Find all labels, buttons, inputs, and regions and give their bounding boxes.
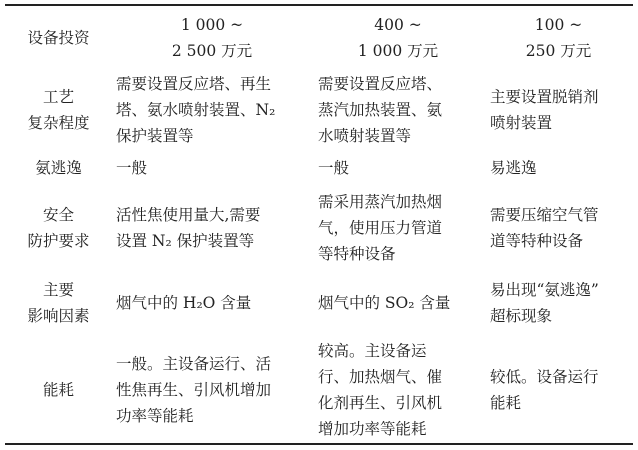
- cell-line: 复杂程度: [27, 114, 90, 132]
- cell-line: 较低。设备运行: [490, 368, 599, 386]
- comparison-table: [5, 6, 633, 444]
- cell-line: 塔、氨水喷射装置、N₂: [116, 101, 276, 119]
- cell-line: 安全: [42, 206, 74, 224]
- cell-line: 气，使用压力管道: [318, 219, 443, 237]
- table-cell: [312, 186, 484, 270]
- cell-line: 需要设置反应塔、: [318, 75, 443, 93]
- row-label: [5, 150, 112, 186]
- cell-line: 能耗: [490, 394, 522, 412]
- cell-line: 需要压缩空气管: [490, 206, 599, 224]
- table-cell: [112, 270, 312, 336]
- table-cell: [312, 336, 484, 444]
- table-cell: [112, 6, 312, 70]
- table-cell: [312, 150, 484, 186]
- cell-line: 能耗: [42, 381, 74, 399]
- table-cell: [112, 150, 312, 186]
- cell-line: 易出现“氨逃逸”: [490, 281, 599, 299]
- cell-line: 设备投资: [27, 29, 90, 47]
- cell-line: 设置 N₂ 保护装置等: [116, 232, 255, 250]
- table-cell: [484, 70, 633, 150]
- cell-line: 一般: [318, 159, 350, 177]
- bottom-rule: [5, 443, 633, 445]
- cell-line: 水喷射装置等: [318, 127, 412, 145]
- cell-line: 400 ~: [374, 16, 422, 34]
- cell-line: 需要设置反应塔、再生: [116, 75, 272, 93]
- cell-line: 主要: [42, 281, 74, 299]
- table-row: [5, 270, 633, 336]
- table-cell: [112, 336, 312, 444]
- row-label: [5, 6, 112, 70]
- cell-line: 道等特种设备: [490, 232, 584, 250]
- cell-line: 一般。主设备运行、活: [116, 355, 272, 373]
- cell-line: 1 000 万元: [357, 42, 439, 60]
- cell-line: 1 000 ~: [180, 16, 244, 34]
- cell-line: 较高。主设备运: [318, 342, 427, 360]
- table-cell: [484, 6, 633, 70]
- cell-line: 工艺: [42, 88, 74, 106]
- row-label: [5, 70, 112, 150]
- cell-line: 影响因素: [27, 307, 90, 325]
- table-cell: [112, 186, 312, 270]
- cell-line: 蒸汽加热装置、氨: [318, 101, 443, 119]
- cell-line: 超标现象: [490, 307, 553, 325]
- cell-line: 喷射装置: [490, 114, 553, 132]
- table-cell: [312, 70, 484, 150]
- cell-line: 一般: [116, 159, 148, 177]
- cell-line: 保护装置等: [116, 127, 194, 145]
- cell-line: 100 ~: [534, 16, 583, 34]
- table-row: [5, 186, 633, 270]
- row-label: [5, 336, 112, 444]
- cell-line: 化剂再生、引风机: [318, 394, 443, 412]
- cell-line: 增加功率等能耗: [318, 420, 427, 438]
- table-row: [5, 6, 633, 70]
- cell-line: 等特种设备: [318, 245, 396, 263]
- cell-line: 烟气中的 SO₂ 含量: [318, 294, 451, 312]
- table-cell: [484, 336, 633, 444]
- row-label: [5, 186, 112, 270]
- cell-line: 250 万元: [525, 42, 592, 60]
- cell-line: 易逃逸: [490, 159, 537, 177]
- row-label: [5, 270, 112, 336]
- cell-line: 需采用蒸汽加热烟: [318, 193, 443, 211]
- table-cell: [484, 270, 633, 336]
- cell-line: 氨逃逸: [35, 159, 82, 177]
- cell-line: 行、加热烟气、催: [318, 368, 443, 386]
- table-cell: [484, 186, 633, 270]
- cell-line: 性焦再生、引风机增加: [116, 381, 272, 399]
- cell-line: 防护要求: [27, 232, 90, 250]
- table-row: [5, 336, 633, 444]
- cell-line: 功率等能耗: [116, 407, 194, 425]
- cell-line: 2 500 万元: [171, 42, 253, 60]
- table-cell: [312, 270, 484, 336]
- cell-line: 烟气中的 H₂O 含量: [116, 294, 252, 312]
- cell-line: 主要设置脱销剂: [490, 88, 599, 106]
- table-row: [5, 150, 633, 186]
- table-cell: [312, 6, 484, 70]
- cell-line: 活性焦使用量大,需要: [116, 206, 261, 224]
- table-cell: [112, 70, 312, 150]
- table-row: [5, 70, 633, 150]
- table-cell: [484, 150, 633, 186]
